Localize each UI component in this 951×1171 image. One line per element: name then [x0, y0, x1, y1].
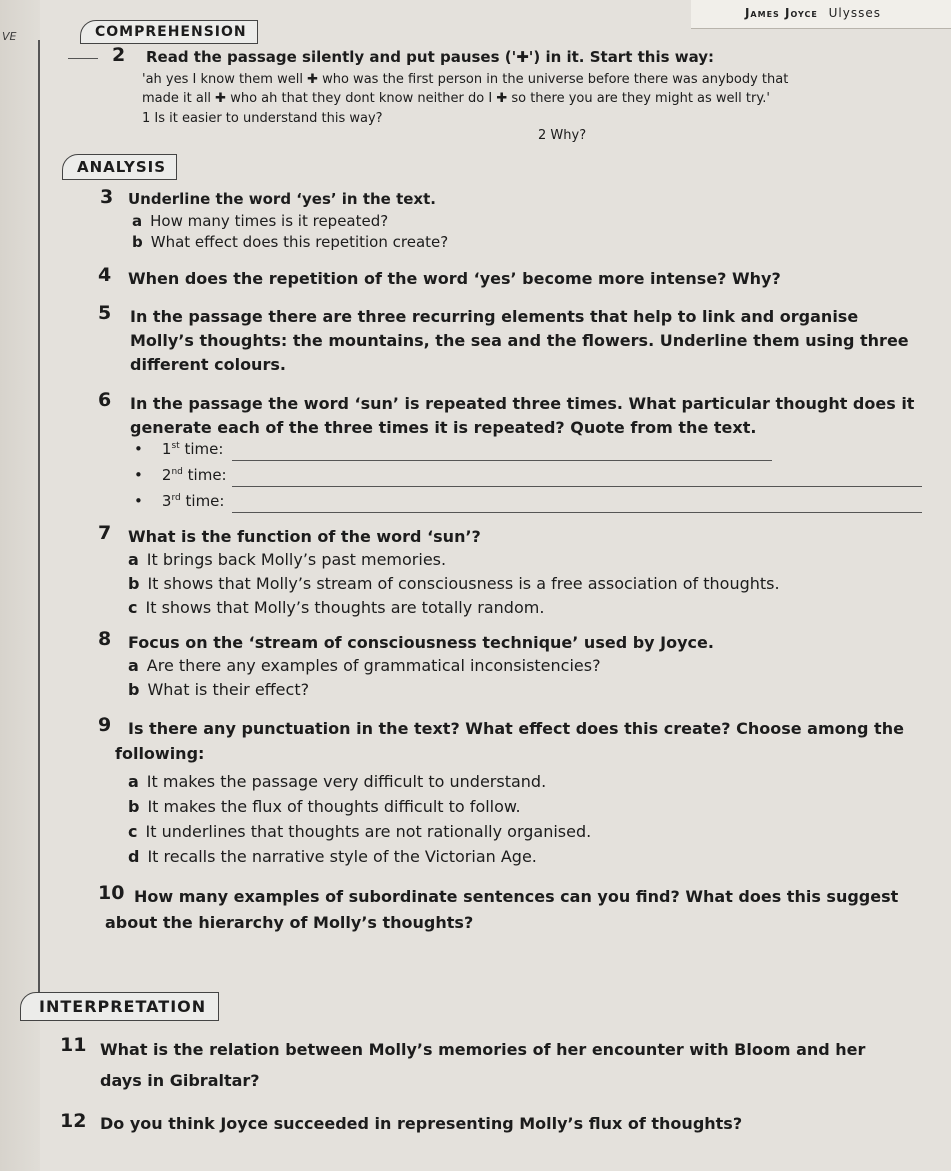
q2-sub2: 2 Why? [538, 128, 587, 143]
q2-sub1: 1 Is it easier to understand this way? [142, 111, 383, 126]
q6-number: 6 [98, 389, 112, 411]
side-tab-label: VE [2, 30, 17, 43]
q10-line1: How many examples of subordinate sentences can you find? What does this suggest [134, 887, 899, 906]
q4-text: When does the repetition of the word ‘yes’ become more intense? Why? [128, 269, 781, 288]
q6-answer-line-3[interactable] [232, 512, 922, 513]
q2-text: Read the passage silently and put pauses ('✚') in it. Start this way: [146, 48, 715, 66]
q8-number: 8 [98, 628, 112, 650]
q2-quote-line1: 'ah yes I know them well ✚ who was the first person in the universe before there was anybody that [142, 72, 789, 87]
q7-item-b: b It shows that Molly’s stream of consciousness is a free association of thoughts. [128, 574, 780, 593]
q7-text: What is the function of the word ‘sun’? [128, 527, 481, 546]
q7-item-c: c It shows that Molly’s thoughts are totally random. [128, 598, 545, 617]
analysis-heading: ANALYSIS [62, 154, 177, 180]
q12-text: Do you think Joyce succeeded in representing Molly’s flux of thoughts? [100, 1114, 743, 1133]
q10-line2: about the hierarchy of Molly’s thoughts? [105, 913, 474, 932]
q11-line1: What is the relation between Molly’s memories of her encounter with Bloom and her [100, 1040, 866, 1059]
q2-quote-line2: made it all ✚ who ah that they dont know neither do I ✚ so there you are they might as well try.' [142, 91, 770, 106]
q8-text: Focus on the ‘stream of consciousness technique’ used by Joyce. [128, 633, 714, 652]
q3-item-a: a How many times is it repeated? [132, 212, 389, 230]
q3-item-b: b What effect does this repetition create? [132, 233, 449, 251]
q6-line1: In the passage the word ‘sun’ is repeated three times. What particular thought does it [130, 394, 915, 413]
q5-line2: Molly’s thoughts: the mountains, the sea and the flowers. Underline them using three [130, 331, 909, 350]
q3-text: Underline the word ‘yes’ in the text. [128, 190, 436, 208]
q4-number: 4 [98, 264, 112, 286]
q8-item-b: b What is their effect? [128, 680, 310, 699]
q6-answer-line-1[interactable] [232, 460, 772, 461]
q9-item-c: c It underlines that thoughts are not rationally organised. [128, 822, 592, 841]
q3-number: 3 [100, 186, 114, 208]
q7-number: 7 [98, 522, 112, 544]
q5-line3: different colours. [130, 355, 286, 374]
comprehension-heading: COMPREHENSION [80, 20, 258, 44]
header-title: Ulysses [828, 6, 881, 20]
q11-number: 11 [60, 1034, 87, 1056]
q6-bullet-1: • 1st time: [134, 440, 224, 458]
q9-line2: following: [115, 744, 205, 763]
header-author: James Joyce [744, 6, 818, 20]
q9-line1: Is there any punctuation in the text? What effect does this create? Choose among the [128, 719, 904, 738]
q9-item-d: d It recalls the narrative style of the Victorian Age. [128, 847, 537, 866]
q6-answer-line-2[interactable] [232, 486, 922, 487]
q2-number: 2 [112, 44, 126, 66]
q12-number: 12 [60, 1110, 87, 1132]
q6-line2: generate each of the three times it is repeated? Quote from the text. [130, 418, 757, 437]
q9-item-a: a It makes the passage very difficult to understand. [128, 772, 547, 791]
q8-item-a: a Are there any examples of grammatical inconsistencies? [128, 656, 601, 675]
q6-bullet-3: • 3rd time: [134, 492, 225, 510]
q6-bullet-2: • 2nd time: [134, 466, 227, 484]
interpretation-heading: INTERPRETATION [20, 992, 219, 1021]
section-rule [68, 58, 98, 59]
q5-number: 5 [98, 302, 112, 324]
q9-number: 9 [98, 714, 112, 736]
q11-line2: days in Gibraltar? [100, 1071, 260, 1090]
q10-number: 10 [98, 882, 125, 904]
q7-item-a: a It brings back Molly’s past memories. [128, 550, 447, 569]
running-header [691, 0, 951, 29]
q5-line1: In the passage there are three recurring elements that help to link and organise [130, 307, 859, 326]
q9-item-b: b It makes the flux of thoughts difficult to follow. [128, 797, 521, 816]
margin-rule [38, 40, 40, 1000]
